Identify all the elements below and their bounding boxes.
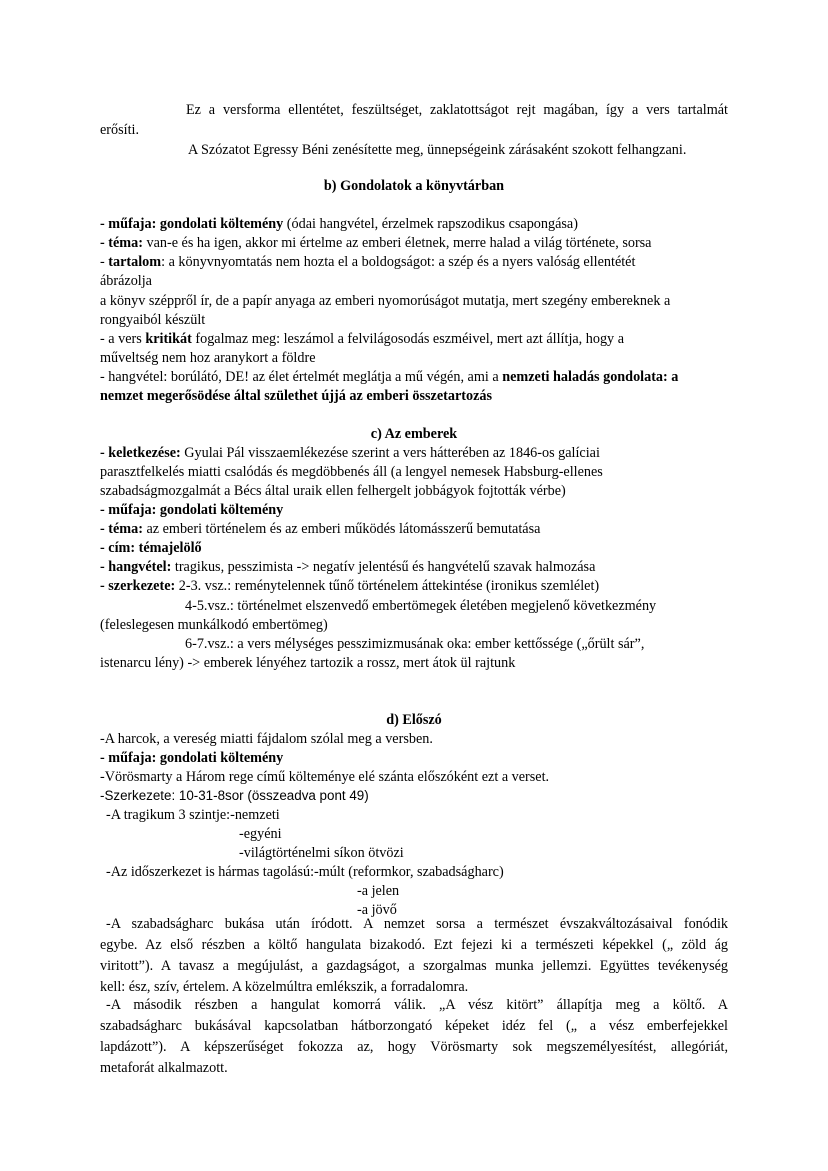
- tema-text: az emberi történelem és az emberi működés látomásszerű bemutatása: [142, 521, 541, 537]
- section-c-szerkezete-l2: 4-5.vsz.: történelmet elszenvedő embertömegek életében megjelenő következmény: [185, 598, 657, 614]
- section-d-mufaja: - műfaja: gondolati költemény: [100, 750, 284, 766]
- section-c-keletkezese-l3: szabadságmozgalmát a Bécs által uraik ellen felhergelt jobbágyok fojtották vérbe): [100, 483, 566, 499]
- section-b-kritika: [100, 329, 728, 349]
- section-c-heading: c) Az emberek: [370, 426, 458, 442]
- section-c-keletkezese-l2: parasztfelkelés miatti csalódás és megdöbbenés áll (a lengyel nemesek Habsburg-ellenes: [100, 464, 603, 480]
- section-c-szerkezete-l5: istenarcu lény) -> emberek lényéhez tartozik a rossz, mert átok ül rajtunk: [100, 655, 516, 671]
- section-d-line-8: -Az időszerkezet is hármas tagolású:-múlt (reformkor, szabadságharc): [106, 864, 504, 880]
- section-b-hangvetel-l2: nemzet megerősödése által születhet újjá az emberi összetartozás: [100, 388, 492, 404]
- section-c-mufaja: - műfaja: gondolati költemény: [100, 502, 284, 518]
- section-c-hangvetel: [100, 557, 728, 577]
- intro-line-1: Ez a versforma ellentétet, feszültséget, zaklatottságot rejt magában, így a vers tartalmát: [186, 102, 728, 118]
- mufaja-label: - műfaja: gondolati költemény: [100, 216, 284, 232]
- section-b-heading: b) Gondolatok a könyvtárban: [323, 178, 505, 194]
- section-b-kritika-l2: műveltség nem hoz aranykort a földre: [100, 350, 316, 366]
- kritika-prefix: - a vers: [100, 331, 146, 347]
- intro-line-2: erősíti.: [100, 122, 140, 138]
- section-d-p1-line-2: egybe. Az első részben a költő hangulata bizakodó. Ezt fejezi ki a természeti képekkel („ zöld ág: [100, 937, 728, 953]
- tema-label: - téma:: [100, 521, 143, 537]
- section-d-line-3: -Vörösmarty a Három rege című költeménye elé szánta előszóként ezt a verset.: [100, 769, 550, 785]
- hangvetel-bold: nemzeti haladás gondolata: a: [502, 369, 679, 385]
- section-d-p1-line-1: -A szabadságharc bukása után íródott. A nemzet sorsa a természet évszakváltozásaival fonódik: [106, 916, 728, 932]
- tartalom-text: : a könyvnyomtatás nem hozta el a boldogságot: a szép és a nyers valóság ellentétét: [161, 254, 636, 270]
- section-d-line-6: -egyéni: [239, 826, 282, 842]
- tartalom-label: tartalom: [108, 254, 162, 270]
- section-d-p2-line-1: -A második részben a hangulat komorrá válik. „A vész kitört” állapítja meg a költő. A: [106, 997, 728, 1013]
- section-c-keletkezese: [100, 443, 728, 463]
- section-c-szerkezete-l4: 6-7.vsz.: a vers mélységes pesszimizmusának oka: ember kettőssége („őrült sár”,: [185, 636, 645, 652]
- tema-text: van-e és ha igen, akkor mi értelme az emberi életnek, merre halad a világ története, sorsa: [142, 235, 652, 251]
- hangvetel-label: - hangvétel:: [100, 559, 172, 575]
- section-d-p1-line-4: kell: ész, szív, értelem. A közelmúltra emlékszik, a forradalomra.: [100, 979, 469, 995]
- section-d-line-10: -a jövő: [357, 902, 397, 918]
- kritika-text: fogalmaz meg: leszámol a felvilágosodás eszméivel, mert azt állítja, hogy a: [191, 331, 624, 347]
- section-c-szerkezete-l3: (feleslegesen munkálkodó embertömeg): [100, 617, 328, 633]
- section-d-heading: d) Előszó: [386, 712, 442, 728]
- keletkezese-label: - keletkezése:: [100, 445, 181, 461]
- section-c-szerkezete: [100, 576, 728, 596]
- hangvetel-text: - hangvétel: borúlátó, DE! az élet értelmét meglátja a mű végén, ami a: [100, 369, 503, 385]
- keletkezese-text: Gyulai Pál visszaemlékezése szerint a vers hátterében az 1846-os galíciai: [180, 445, 600, 461]
- tartalom-prefix: -: [100, 254, 109, 270]
- section-d-p1-line-3: viritott”). A tavasz a megújulást, a gazdagságot, a szorgalmas munka jellemzi. Együttes tevékenység: [100, 958, 728, 974]
- szerkezete-label: - szerkezete:: [100, 578, 176, 594]
- hangvetel-text: tragikus, pesszimista -> negatív jelentésű és hangvételű szavak halmozása: [171, 559, 596, 575]
- tema-label: - téma:: [100, 235, 143, 251]
- section-d-p2-line-2: szabadságharc bukásával kapcsolatban hátborzongató képeket idéz fel („ a vész emberfejekkel: [100, 1018, 728, 1034]
- mufaja-text: (ódai hangvétel, érzelmek rapszodikus csapongása): [283, 216, 578, 232]
- section-d-line-4: -Szerkezete: 10-31-8sor (összeadva pont 49): [100, 788, 369, 803]
- section-d-line-5: -A tragikum 3 szintje:-nemzeti: [106, 807, 280, 823]
- section-c-tema: [100, 519, 728, 539]
- section-b-tartalom-l2: ábrázolja: [100, 273, 152, 289]
- section-d-line-7: -világtörténelmi síkon ötvözi: [239, 845, 404, 861]
- kritika-label: kritikát: [145, 331, 192, 347]
- section-b-hangvetel: [100, 367, 728, 387]
- section-d-p2-line-3: lapdázott”). A képszerűséget fokozza az, hogy Vörösmarty sok megszemélyesítést, allegóriát,: [100, 1039, 728, 1055]
- szerkezete-text: 2-3. vsz.: reménytelennek tűnő történelem áttekintése (ironikus szemlélet): [175, 578, 600, 594]
- section-d-p2-line-4: metaforát alkalmazott.: [100, 1060, 228, 1076]
- section-c-cim: - cím: témajelölő: [100, 540, 202, 556]
- section-b-tema: [100, 233, 728, 253]
- intro-line-3: A Szózatot Egressy Béni zenésítette meg, ünnepségeink zárásaként szokott felhangzani.: [188, 142, 687, 158]
- section-d-line-1: -A harcok, a vereség miatti fájdalom szólal meg a versben.: [100, 731, 433, 747]
- section-b-tartalom-l4: rongyaiból készült: [100, 312, 206, 328]
- section-d-line-9: -a jelen: [357, 883, 400, 899]
- section-b-tartalom: [100, 252, 728, 272]
- section-b-tartalom-l3: a könyv széppről ír, de a papír anyaga az emberi nyomorúságot mutatja, mert szegény embereknek a: [100, 293, 671, 309]
- section-b-mufaja: [100, 214, 728, 234]
